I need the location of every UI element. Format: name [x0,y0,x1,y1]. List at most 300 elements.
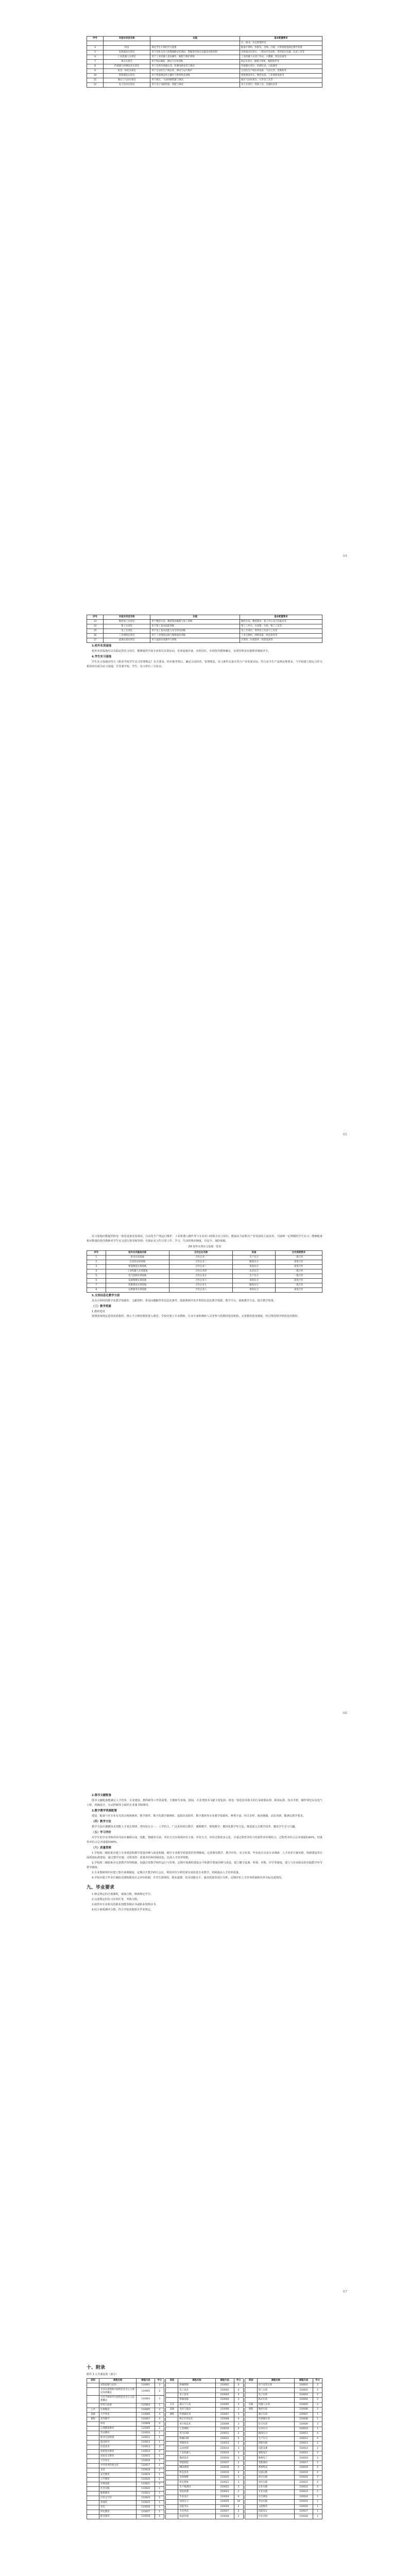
table-cell: 课程 [245,2408,257,2412]
table-row [87,624,322,629]
table-cell: 2 [313,2461,322,2465]
table-cell: 电气安装实训 [257,2383,294,2388]
table-row [87,1256,322,1260]
table-cell: 智能制造 [178,2461,215,2465]
table-row [245,2436,322,2441]
table-cell: 生产实习 [233,1274,275,1279]
table-row [245,2456,322,2461]
table-row [245,2504,322,2509]
table-cell: 系统集成 [257,2466,294,2470]
table-header-row [87,615,322,620]
content-2 [87,615,322,670]
table-cell: 110007 [137,2417,155,2422]
table-cell: 军事理论 [99,2408,137,2413]
table-caption: 表6 校外实训实习基地一览表 [188,1245,221,1248]
table-cell [87,2505,99,2510]
paragraph: 建设、配备与本专业有关的音视频素材、教学课件、数字化教学案例库、虚拟仿真软件、数字教材等专业教学资源库，种类丰富、形式多样、使用便捷、动态更新，能满足教学要求。 [92,1815,306,1818]
table-cell: 液压气动实训台、元件及工具等 [240,78,322,83]
table-cell: 210001 [215,2383,234,2388]
table-cell: 传感器实训台、检测仪表、示波器等 [240,64,322,69]
table-cell: 认识实习 [257,2427,294,2431]
table-row [166,2485,243,2489]
table-cell [166,2476,178,2480]
table-cell: 机电实训基地 [106,1256,169,1260]
table-row [87,64,322,69]
table-cell [245,2480,257,2485]
table-cell: 中华优秀传统文化 [99,2464,137,2468]
table-cell: 2 [234,2432,243,2436]
table-row [87,629,322,634]
table-cell: 18 [234,2500,243,2504]
table-cell: 机械制图 [178,2383,215,2388]
table-cell [166,2393,178,2397]
table-row [87,1288,322,1293]
section-title: （五）学习评价 [92,1831,111,1834]
table-cell: 210011 [215,2432,234,2436]
table-cell [87,2459,99,2464]
table-cell [245,2509,257,2514]
table-cell: 7 [87,60,104,64]
table-cell: 1 [313,2427,322,2431]
table-cell [245,2504,257,2509]
table-cell: 顶岗实习 [233,1279,275,1283]
table-cell: 电机拖动实训台、三相异步电动机、常用低压电器、仪表工具等 [240,50,322,55]
table-cell [87,2482,99,2487]
table-cell: 1 [155,2464,164,2468]
table-cell: 液压实训 [257,2412,294,2417]
table-cell [166,2446,178,2451]
table-cell: 大学英语 [99,2413,137,2417]
table-cell: 310009 [294,2422,313,2427]
table-cell [87,2431,99,2436]
table-cell [166,2422,178,2427]
section-title: （三）教学资源 [92,1305,111,1308]
table-cell: 210014 [215,2446,234,2451]
table-cell: 工业机器人实训基地 [106,1269,169,1274]
table-cell: 电子实训 [257,2393,294,2397]
table-cell: 310004 [294,2398,313,2402]
table-row [87,2450,164,2454]
table-cell: 用于自动化生产线安装、调试与运行维护 [150,69,240,74]
table-cell: 110020 [137,2478,155,2482]
table-cell: 2 [155,2482,164,2487]
page-2 [0,579,409,1157]
table-row [87,46,322,50]
table-cell: 210002 [215,2388,234,2393]
table-cell [87,2510,99,2515]
table-cell [245,2451,257,2455]
table-cell: 2 [155,2468,164,2473]
table-cell: 110023 [137,2492,155,2496]
page-3 [0,1157,409,1736]
appendix-table-3 [245,2378,322,2519]
paragraph: 教学方法应遵循技术技能人才成长规律，坚持知行合一、工学结合，广泛采用项目教学、案例教学、情境教学、模块化教学等方法，推进混合式教学改革，激发学生学习兴趣。 [92,1825,298,1828]
table-cell: 钳工实训 [257,2388,294,2393]
table-cell: 7 [87,1283,106,1288]
table-cell: 2 [313,2398,322,2402]
table-cell: 课程设计 [257,2451,294,2455]
chapter-title: 九、毕业要求 [87,1885,115,1890]
table-cell [87,2422,99,2427]
table-row [87,2468,164,2473]
table-cell: 4 [87,1269,106,1274]
table-cell: 健康教育 [99,2492,137,2496]
table-cell: 1 [155,2403,164,2408]
table-row [166,2408,243,2412]
table-cell: 8 [87,1288,106,1293]
table-cell: 310008 [294,2417,313,2421]
table-cell: 110010 [137,2431,155,2436]
table-cell: 2 [313,2470,322,2475]
table-cell: 3 [155,2383,164,2388]
table-row [87,2515,164,2519]
paragraph: 3.取得本专业相关的职业技能等级证书或职业资格证书。 [92,1903,159,1906]
table-row [245,2422,322,2427]
column-header: 类别 [166,2379,178,2383]
table-cell: 110009 [137,2427,155,2431]
table-row [245,2393,322,2397]
table-cell: 一般合作 [275,1269,322,1274]
table-row [87,78,322,83]
table-cell: 8 [87,64,104,69]
table-cell: 维修电工 [257,2456,294,2461]
table-cell: 2 [155,2388,164,2396]
table-cell: 3 [234,2485,243,2489]
table-cell [245,2456,257,2461]
table-cell: 110001 [137,2383,155,2388]
table-cell: 2 [234,2509,243,2514]
table-cell: 3 [234,2451,243,2455]
page-number: 45 [343,1132,347,1137]
table-cell: 310024 [294,2495,313,2499]
table-row [245,2476,322,2480]
table-cell: 机械CAD [178,2436,215,2441]
table-cell: 4 [313,2436,322,2441]
table-cell [87,41,104,46]
section-title: 3.数字教学资源配置 [92,1809,117,1812]
paragraph: 1.修完规定的全部课程，成绩合格，修满规定学分。 [92,1893,154,1896]
paragraph: 4.综合素质测评合格，符合学校其他相关毕业规定。 [92,1908,154,1911]
page-number: 44 [343,554,347,558]
table-cell: PLC实训台、编程计算机、编程软件等 [240,60,322,64]
table-cell: 110004 [137,2403,155,2408]
page-number: 46 [343,1711,347,1715]
table-cell: 3 [234,2476,243,2480]
table-cell: 顶岗实习 [233,1265,275,1269]
table-cell: 深度合作 [275,1265,322,1269]
table-row [245,2514,322,2519]
table-cell: 工业网络实训室 [103,634,150,638]
table-cell: 液压与气动 [178,2402,215,2407]
table-cell: 机电一体化实训室 [103,69,150,74]
table-cell: 专业实践 [257,2490,294,2495]
paragraph: 校外实训基地应具有稳定的实习岗位，能够提供开展专业相关实训活动，实训设施齐备，实训岗位、实训指导教师确定，实训管理及实施规章制度齐全。 [92,650,271,653]
table-row [87,1279,322,1283]
table-cell: 军事技能 [99,2482,137,2487]
table-cell [245,2461,257,2465]
table-cell: 机器人实训 [257,2402,294,2407]
table-cell: 认识实习 [233,1269,275,1274]
table-cell [87,2487,99,2492]
table-cell: 210009 [215,2422,234,2427]
table-cell: 2 [313,2393,322,2397]
table-cell: 1 [155,2515,164,2519]
table-cell: 设备运维 [257,2470,294,2475]
table-cell: 310002 [294,2388,313,2393]
table-cell [166,2442,178,2446]
table-cell: 3 [313,2422,322,2427]
table-cell: 2 [313,2408,322,2412]
paragraph: 具有可利用的数字化教学资源库、文献资料、常见问题解答等信息化条件。鼓励教师开发并利用信息化教学资源、教学平台，创新教学方法，提升教学效果。 [92,1299,276,1302]
table-cell: 创新实践 [257,2442,294,2446]
table-cell: 210017 [215,2461,234,2465]
table-row [166,2456,243,2461]
table-cell: 数控加工实训室 [103,620,150,624]
table-cell: 智能制造实训基地 [106,1265,169,1269]
table-cell: 课程 [87,2417,99,2422]
table-cell [245,2442,257,2446]
table-cell: 合作企业三 [169,1265,232,1269]
table-row [87,2501,164,2505]
table-cell: 110008 [137,2422,155,2427]
table-cell: 2 [234,2461,243,2465]
table-cell: 3 [155,2445,164,2450]
table-cell: 4 [155,2417,164,2422]
table-cell: 4 [87,46,104,50]
table-cell: 钳工实训室 [103,624,150,629]
table-cell: 2 [234,2470,243,2475]
table-cell: 企业实践 [257,2485,294,2489]
column-header: 学分 [155,2379,164,2383]
table-row [166,2388,243,2393]
table-cell: 1 [313,2412,322,2417]
table-cell: 110019 [137,2473,155,2478]
table-cell: 用于工业机器人基本操作、编程与维护训练 [150,55,240,60]
table-row [166,2504,243,2509]
table-row [245,2461,322,2465]
table-row [166,2490,243,2495]
table-cell: 310016 [294,2456,313,2461]
table-cell: 劳动实践 [257,2500,294,2504]
table-cell: 210027 [215,2509,234,2514]
table-row [166,2402,243,2407]
table-cell [245,2417,257,2421]
table-cell: 5 [87,50,104,55]
table-cell: 10 [87,74,104,78]
table-header-row [87,2379,164,2383]
table-cell: 310010 [294,2427,313,2431]
table-cell: 310007 [294,2412,313,2417]
table-cell: 用于电子电路焊接、装配与调试 [150,83,240,88]
table-cell [87,2454,99,2459]
table-cell: 合作企业四 [169,1269,232,1274]
table-cell: 2 [313,2446,322,2451]
column-header: 课程代码 [137,2379,155,2383]
table-row [87,2478,164,2482]
equipment-table-a [87,36,322,88]
table-cell [87,2383,99,2388]
table-cell: 电子技术 [178,2393,215,2397]
table-cell: 110002 [137,2388,155,2396]
paragraph: 实习基地应能提供机电一体化设备安装调试、自动化生产线运行维护、工业机器人操作等与专业对口的相关实习岗位，能涵盖当前相关产业发展的主流技术，可接纳一定规模的学生实习；能够配备相应数量的指导教师对学生实习进行指导和管理；有保证实习生日常工作、学习、生活的规章制度，有安全、保险保障。 [87,1235,322,1243]
table-cell: 1 [155,2473,164,2478]
table-row [245,2388,322,2393]
table-cell: 310028 [294,2514,313,2519]
table-cell: 1 [155,2478,164,2482]
column-header: 基本配置要求 [240,37,322,41]
table-cell: 2 [313,2456,322,2461]
page-1 [0,0,409,579]
table-cell: 专业 [166,2402,178,2407]
table-cell: 3 [234,2422,243,2427]
table-cell [245,2476,257,2480]
table-cell: 智能制造单元、数控设备、工业网络设备等 [240,74,322,78]
table-cell: 心理健康教育 [99,2427,137,2431]
table-cell: 1 [155,2436,164,2441]
content-1 [87,36,322,88]
table-cell [166,2514,178,2519]
table-cell [87,2403,99,2408]
table-row [87,1283,322,1288]
table-cell: 4 [234,2388,243,2393]
table-cell: 3 [234,2456,243,2461]
table-cell [245,2470,257,2475]
table-cell: 310023 [294,2490,313,2495]
table-cell: 电工实训室 [103,629,150,634]
table-row [87,83,322,88]
table-row [87,55,322,60]
table-cell: 110016 [137,2459,155,2464]
table-cell: 生产实习 [257,2436,294,2441]
table-cell: 310001 [294,2383,313,2388]
column-header: 校外实训基地名称 [106,1251,169,1256]
table-cell: 1 [313,2500,322,2504]
column-header: 序号 [87,1251,106,1256]
table-row [87,2383,164,2388]
table-cell: 210026 [215,2504,234,2509]
table-cell: 机房 [103,46,150,50]
table-cell: 110012 [137,2441,155,2445]
table-cell: 310017 [294,2461,313,2465]
table-cell: 4 [234,2383,243,2388]
table-cell: 用于虚拟仿真教学与训练 [150,638,240,643]
content-4 [87,1792,322,1913]
table-cell: 基础 [166,2408,178,2412]
table-row [245,2398,322,2402]
table-cell: 2 [234,2466,243,2470]
table-cell [245,2432,257,2436]
column-header: 用途 [233,1251,275,1256]
table-cell [87,2468,99,2473]
table-cell: 钳工工作台、台虎钳、台钻、钳工工具等 [240,624,322,629]
table-cell: 310006 [294,2408,313,2412]
column-header: 学分 [313,2379,322,2383]
table-cell [103,41,150,46]
table-cell: PLC实训室 [103,60,150,64]
table-cell: 入学教育 [99,2478,137,2482]
table-cell: 1 [313,2509,322,2514]
paragraph: 2.完成规定的实习实训任务，考核合格。 [92,1898,140,1901]
table-cell: 国家安全教育 [99,2454,137,2459]
table-cell: 110014 [137,2450,155,2454]
table-cell: 3 [234,2446,243,2451]
subsection-title: 1.教材选用 [92,1310,105,1313]
table-cell: 专业英语 [178,2509,215,2514]
table-caption: 附件 1 公共课设置（部分） [87,2373,118,2376]
column-header: 课程名称 [257,2379,294,2383]
table-cell: 110025 [137,2501,155,2505]
table-cell: 安全教育 [99,2473,137,2478]
section-title: （六）质量管理 [92,1846,111,1850]
table-row [87,2431,164,2436]
table-cell: 310014 [294,2446,313,2451]
table-cell: 110015 [137,2454,155,2459]
table-cell: 4 [313,2480,322,2485]
table-row [87,2388,164,2396]
table-row [245,2383,322,2388]
table-cell [166,2451,178,2455]
table-cell: 210022 [215,2485,234,2489]
table-cell [245,2422,257,2427]
table-cell: 项目实践 [257,2476,294,2480]
table-cell: 1 [155,2505,164,2510]
table-cell: 310018 [294,2466,313,2470]
table-cell: 2 [234,2442,243,2446]
table-row [245,2451,322,2455]
table-cell: 创新创业教育 [99,2450,137,2454]
table-row [87,1274,322,1279]
table-row [166,2432,243,2436]
column-header: 课程名称 [99,2379,137,2383]
table-row [87,2413,164,2417]
table-cell: 一般合作 [275,1274,322,1279]
table-cell: 210007 [215,2412,234,2417]
table-cell: 液压与气动实训室 [103,78,150,83]
table-row [87,2445,164,2450]
table-cell: 210025 [215,2500,234,2504]
table-row [87,2396,164,2403]
table-cell: 310027 [294,2509,313,2514]
table-row [166,2383,243,2388]
table-row [87,634,322,638]
table-cell: 公共 [87,2408,99,2413]
table-cell: 110003 [137,2396,155,2403]
table-cell: 1 [155,2501,164,2505]
table-cell: 综合实训 [257,2422,294,2427]
table-cell: 210024 [215,2495,234,2499]
table-cell: 3 [234,2402,243,2407]
column-header: 课程名称 [178,2379,215,2383]
table-cell: 12 [87,83,104,88]
table-cell: 210013 [215,2442,234,2446]
appendix-tables [87,2378,322,2519]
column-header: 学分 [234,2379,243,2383]
table-cell: 合作企业二 [169,1260,232,1265]
table-cell: 1 [155,2492,164,2496]
table-cell: 6 [87,1279,106,1283]
table-cell: 用于电机及电气控制线路安装调试，掌握常用低压电器及电机控制 [150,50,240,55]
table-cell: 310012 [294,2436,313,2441]
column-header: 实验实训室名称 [103,615,150,620]
table-row [166,2422,243,2427]
table-cell: 应用文写作 [99,2496,137,2501]
table-cell: 跟岗实习 [257,2432,294,2436]
table-row [87,1260,322,1265]
table-cell: 2 [313,2442,322,2446]
table-cell: 2 [155,2427,164,2431]
table-cell: 110018 [137,2468,155,2473]
table-cell [87,2436,99,2441]
